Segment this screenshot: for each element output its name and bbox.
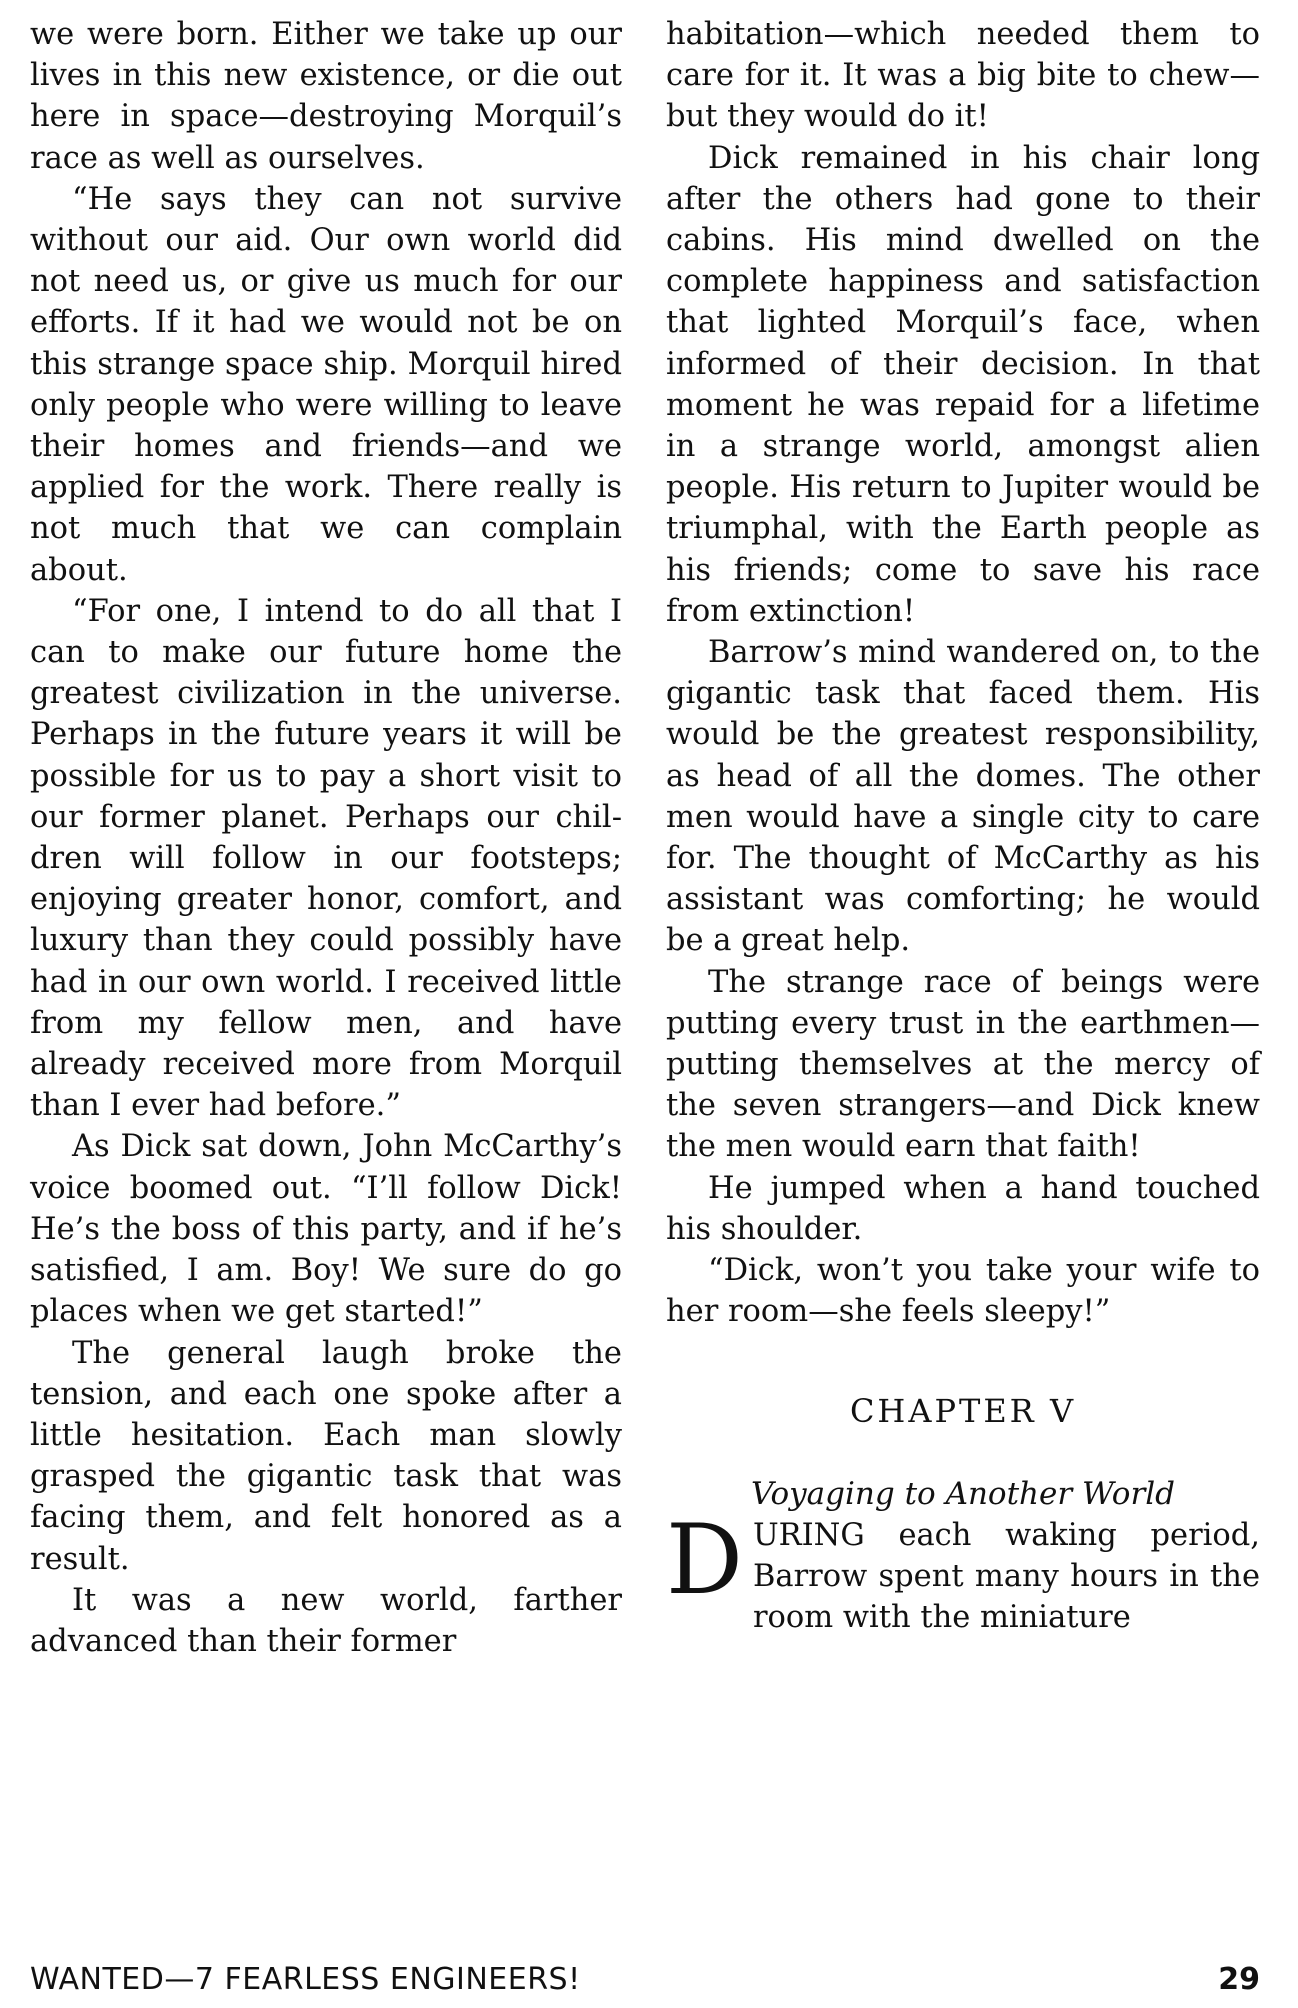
paragraph: Barrow’s mind wandered on, to the gigantic task that faced them. His would be the greatest responsibility, as head of all the domes. The other men would have a single city to care for. The thought of McCarthy as his assistant was comforting; he would be a great help.	[666, 635, 1260, 959]
chapter-subtitle: Voyaging to Another World	[750, 1475, 1176, 1512]
right-text-column	[666, 14, 1260, 1639]
paragraph: The general laugh broke the tension, and each one spoke after a little hesitation. Each man slowly grasped the gigantic task that was facing them, and felt honored as a result.	[30, 1335, 622, 1577]
running-title: WANTED—7 FEARLESS ENGINEERS!	[30, 1962, 581, 1997]
chapter-opening-text: URING each waking period, Barrow spent many hours in the room with the miniature	[752, 1517, 1260, 1636]
paragraph: It was a new world, farther advanced than their former	[30, 1582, 622, 1659]
paragraph: “He says they can not survive without our aid. Our own world did not need us, or give us much for our efforts. If it had we would not be on this strange space ship. Morquil hired only people who were willing to leave their homes and friends—and we applied for the work. There really is not much that we can complain about.	[30, 181, 622, 588]
paragraph: Dick remained in his chair long after the others had gone to their cabins. His mind dwelled on the complete happiness and satisfaction that lighted Morquil’s face, when informed of their decision. In that moment he was repaid for a lifetime in a strange world, amongst alien people. His return to Jupiter would be triumphal, with the Earth people as his friends; come to save his race from extinction!	[666, 140, 1260, 629]
left-text-column	[30, 14, 622, 1662]
paragraph: The strange race of beings were putting every trust in the earthmen—putting themselves at the mercy of the seven strangers—and Dick knew the men would earn that faith!	[666, 964, 1260, 1165]
paragraph: “For one, I intend to do all that I can to make our future home the greatest civilization in the universe. Perhaps in the future years it will be possible for us to pay a short visit to our former planet. Perhaps our children will follow in our footsteps; enjoying greater honor, comfort, and luxury than they could possibly have had in our own world. I received little from my fellow men, and have already received more from Morquil than I ever had before.”	[30, 593, 622, 1124]
paragraph: we were born. Either we take up our lives in this new existence, or die out here in space—destroying Morquil’s race as well as ourselves.	[30, 17, 622, 176]
paragraph: He jumped when a hand touched his shoulder.	[666, 1170, 1260, 1247]
chapter-opening-paragraph	[666, 1503, 1260, 1639]
page-footer	[30, 1960, 1260, 2000]
chapter-heading: CHAPTER V	[849, 1391, 1077, 1430]
paragraph: habitation—which needed them to care for it. It was a big bite to chew—but they would do it!	[666, 17, 1260, 135]
drop-cap: D	[666, 1503, 743, 1616]
page-number: 29	[1218, 1962, 1260, 1997]
paragraph: “Dick, won’t you take your wife to her room—she feels sleepy!”	[666, 1253, 1260, 1330]
paragraph: As Dick sat down, John McCarthy’s voice boomed out. “I’ll follow Dick! He’s the boss of this party, and if he’s satisfied, I am. Boy! We sure do go places when we get started!”	[30, 1129, 622, 1330]
